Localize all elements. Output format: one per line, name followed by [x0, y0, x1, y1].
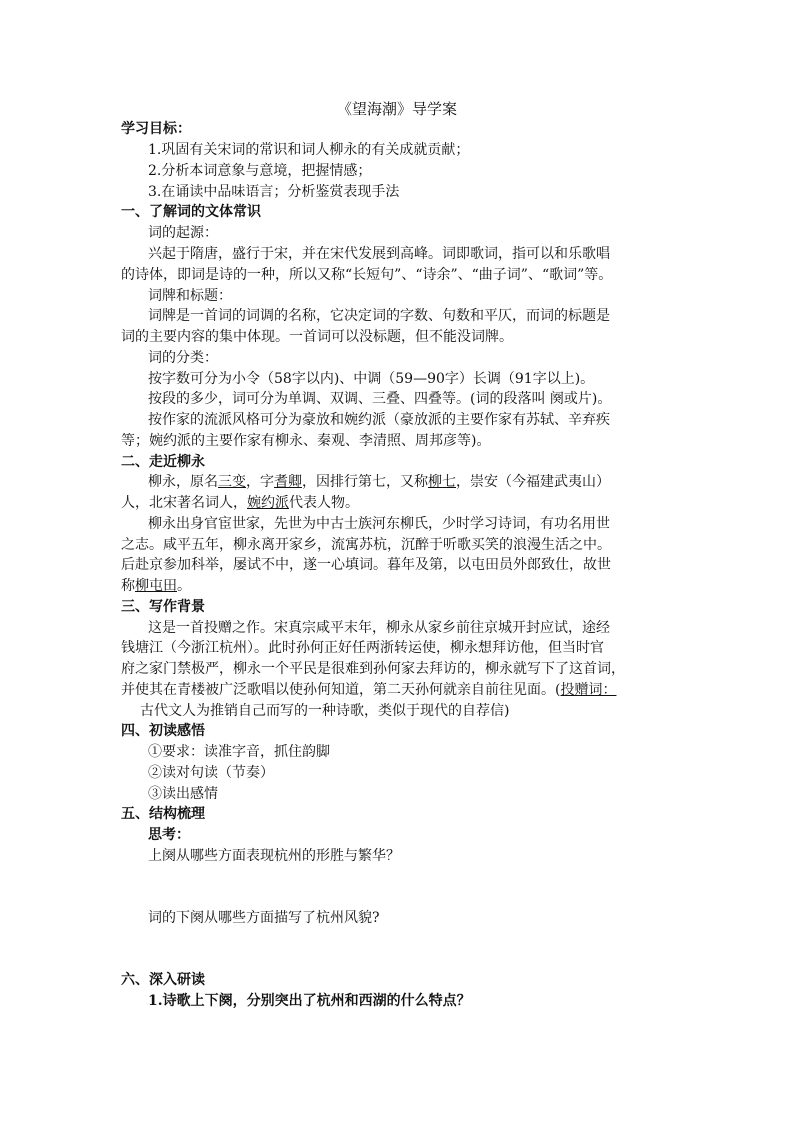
paragraph-line: 之志。咸平五年，柳永离开家乡，流寓苏杭，沉醉于听歌买笑的浪漫生活之中。: [121, 537, 611, 553]
section-heading: 五、结构梳理: [121, 806, 205, 822]
subheading: 思考：: [148, 827, 190, 843]
underlined-term: 耆卿: [274, 474, 302, 490]
objective-item: 1.巩固有关宋词的常识和词人柳永的有关成就贡献；: [148, 142, 470, 158]
text-span: 并使其在青楼被广泛歌唱以使孙何知道，第二天孙何就亲自前往见面。(: [121, 682, 561, 698]
underlined-term: 柳七: [428, 474, 456, 490]
text-span: ，崇安（今福建武夷山）: [456, 474, 610, 490]
paragraph-line: 词牌是一首词的词调的名称，它决定词的字数、句数和平仄，而词的标题是: [148, 308, 610, 324]
paragraph-line: [121, 576, 191, 596]
objective-item: 3.在诵读中品味语言；分析鉴赏表现手法: [148, 184, 400, 200]
underlined-term: 婉约派: [247, 495, 289, 511]
subheading: 词的起源：: [148, 225, 218, 241]
paragraph-line: 后赴京参加科举，屡试不中，遂一心填词。暮年及第，以屯田员外郎致仕，故世: [121, 557, 611, 573]
text-span: 。: [177, 578, 191, 594]
question: 上阕从哪些方面表现杭州的形胜与繁华？: [148, 848, 400, 864]
text-span: 称: [121, 578, 135, 594]
subheading: 词的分类：: [148, 350, 218, 366]
paragraph-line: [148, 472, 610, 492]
objectives-heading: 学习目标：: [121, 121, 191, 137]
section-heading: 四、初读感悟: [121, 723, 205, 739]
text-span: 人，北宋著名词人，: [121, 495, 247, 511]
paragraph-line: 等；婉约派的主要作家有柳永、秦观、李清照、周邦彦等)。: [121, 433, 491, 449]
text-span: ，因排行第七，又称: [302, 474, 428, 490]
paragraph-line: 府之家门禁极严，柳永一个平民是很难到孙何家去拜访的，柳永就写下了这首词，: [121, 661, 625, 677]
question: 1.诗歌上下阕，分别突出了杭州和西湖的什么特点？: [148, 993, 471, 1009]
paragraph-line: 兴起于隋唐，盛行于宋，并在宋代发展到高峰。词即歌词，指可以和乐歌唱: [148, 246, 610, 262]
paragraph-line: 的诗体，即词是诗的一种，所以又称“长短句”、“诗余”、“曲子词”、“歌词”等。: [121, 267, 613, 283]
paragraph-line: [121, 680, 616, 700]
section-heading: 六、深入研读: [121, 972, 205, 988]
paragraph-line: 按段的多少，词可分为单调、双调、三叠、四叠等。(词的段落叫 阕或片)。: [148, 391, 612, 407]
paragraph-line: 钱塘江（今浙江杭州）。此时孙何正好任两浙转运使，柳永想拜访他，但当时官: [121, 640, 604, 656]
underlined-term: 三变: [218, 474, 246, 490]
paragraph-line: 按作家的流派风格可分为豪放和婉约派（豪放派的主要作家有苏轼、辛弃疾: [148, 412, 610, 428]
section-heading: 一、了解词的文体常识: [121, 204, 261, 220]
paragraph-line: 这是一首投赠之作。宋真宗咸平末年，柳永从家乡前往京城开封应试，途经: [148, 620, 610, 636]
paragraph-line: 词的主要内容的集中体现。一首词可以没标题，但不能没词牌。: [121, 329, 513, 345]
underlined-term: 柳屯田: [135, 578, 177, 594]
subheading: 词牌和标题：: [148, 288, 232, 304]
paragraph-line: 按字数可分为小令（58字以内)、中调（59—90字）长调（91字以上)。: [148, 371, 595, 387]
underlined-term: 投赠词：: [560, 682, 617, 698]
page-title: 《望海潮》导学案: [336, 100, 457, 118]
section-heading: 三、写作背景: [121, 599, 205, 615]
paragraph-line: [121, 493, 359, 513]
text-span: ，字: [246, 474, 274, 490]
list-item: ②读对句读（节奏）: [148, 765, 274, 781]
paragraph-line: 柳永出身官宦世家，先世为中古士族河东柳氏，少时学习诗词，有功名用世: [148, 516, 610, 532]
question: 词的下阕从哪些方面描写了杭州风貌?: [148, 910, 380, 926]
objective-item: 2.分析本词意象与意境，把握情感；: [148, 163, 372, 179]
paragraph-line: 古代文人为推销自己而写的一种诗歌，类似于现代的自荐信): [140, 703, 510, 719]
list-item: ③读出感情: [148, 786, 218, 802]
text-span: 柳永，原名: [148, 474, 218, 490]
section-heading: 二、走近柳永: [121, 454, 205, 470]
text-span: 代表人物。: [289, 495, 359, 511]
list-item: ①要求：读准字音，抓住韵脚: [148, 744, 330, 760]
